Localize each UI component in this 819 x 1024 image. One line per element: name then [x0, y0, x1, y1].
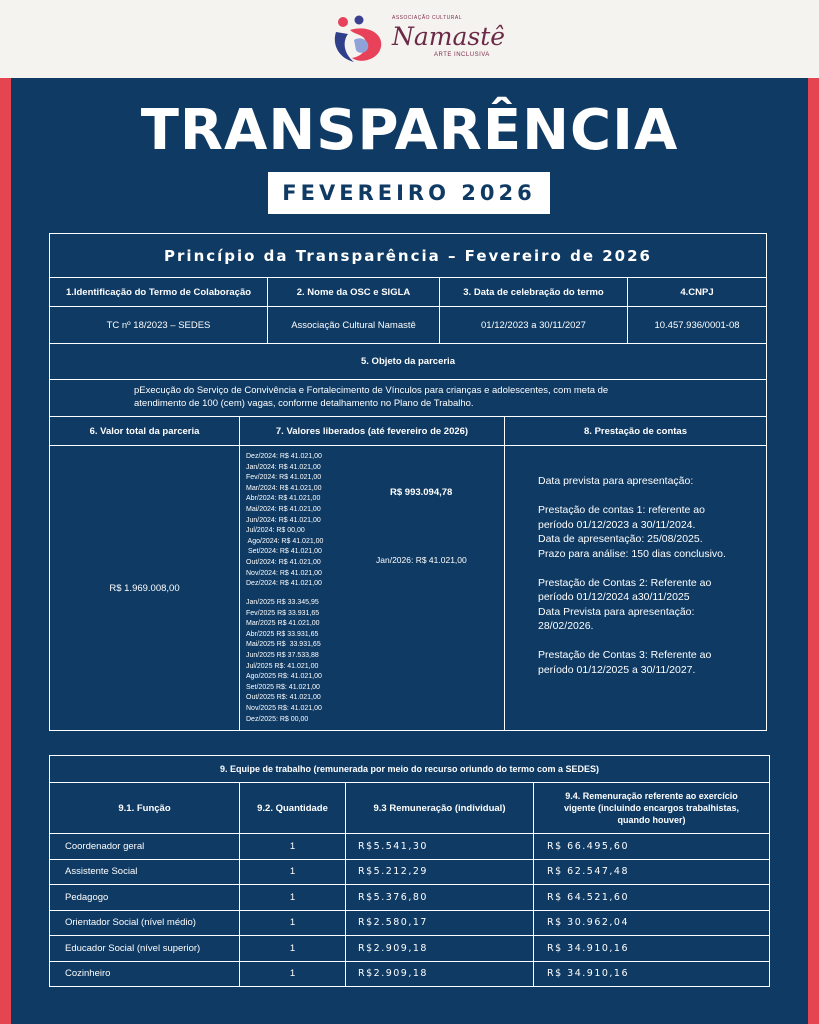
logo-subtitle: ARTE INCLUSIVA — [434, 52, 490, 58]
released-2024-entry: Nov/2024: R$ 41.021,00 — [246, 569, 322, 577]
released-2024-entry: Fev/2024: R$ 41.021,00 — [246, 474, 322, 482]
logo-superscript: ASSOCIAÇÃO CULTURAL — [392, 15, 462, 21]
accountability-line — [538, 561, 743, 576]
accountability-line: Data Prevista para apresentação: 28/02/2026. — [538, 605, 695, 632]
month-badge: FEVEREIRO 2026 — [268, 172, 550, 214]
team-pay-cell: R$5.376,80 — [345, 884, 534, 911]
accountability-line: Prestação de contas 1: referente ao período 01/12/2023 a 30/11/2024. — [538, 504, 705, 531]
accountability-line: Data de apresentação: 25/08/2025. — [538, 533, 703, 545]
total-value: R$ 1.969.008,00 — [109, 582, 180, 594]
released-header: 7. Valores liberados (até fevereiro de 2026) — [239, 416, 505, 446]
accountability-line: Prestação de Contas 3: Referente ao período 01/12/2025 a 30/11/2027. — [538, 649, 712, 676]
team-pay-cell: R$5.212,29 — [345, 859, 534, 886]
team-qty-cell: 1 — [239, 833, 346, 860]
released-2025-list — [246, 598, 366, 725]
released-2024-entry: Ago/2024: R$ 41.021,00 — [246, 537, 324, 545]
col3-header: 3. Data de celebração do termo — [439, 277, 628, 307]
team-annual-cell: R$ 62.547,48 — [533, 859, 770, 886]
term-id-value: TC nº 18/2023 – SEDES — [49, 306, 268, 344]
released-2024-entry: Mar/2024: R$ 41.021,00 — [246, 484, 322, 492]
namaste-logo[interactable] — [330, 12, 506, 70]
team-role-cell: Pedagogo — [49, 884, 240, 911]
team-annual-cell: R$ 30.962,04 — [533, 910, 770, 937]
released-2025-entry: Mar/2025 R$ 41.021,00 — [246, 620, 320, 628]
accountability-line: Data prevista para apresentação: — [538, 475, 694, 487]
team-qty-cell: 1 — [239, 859, 346, 886]
released-2025-entry: Jan/2025 R$ 33.345,95 — [246, 599, 319, 606]
left-accent-bar — [0, 78, 11, 1024]
team-role-cell: Coordenador geral — [49, 833, 240, 860]
team-col-qty-header: 9.2. Quantidade — [239, 782, 346, 834]
team-qty-cell: 1 — [239, 961, 346, 988]
released-2024-entry: Jan/2024: R$ 41.021,00 — [246, 463, 321, 471]
team-pay-cell: R$2.909,18 — [345, 935, 534, 962]
team-annual-cell: R$ 34.910,16 — [533, 935, 770, 962]
term-date-value: 01/12/2023 a 30/11/2027 — [439, 306, 628, 344]
released-2024-list — [246, 452, 366, 590]
team-pay-cell: R$5.541,30 — [345, 833, 534, 860]
released-2025-entry: Nov/2025 R$: 41.021,00 — [246, 704, 322, 712]
team-qty-cell: 1 — [239, 910, 346, 937]
team-annual-cell: R$ 64.521,60 — [533, 884, 770, 911]
total-value-header: 6. Valor total da parceria — [49, 416, 240, 446]
released-2024-entry: Jun/2024: R$ 41.021,00 — [246, 516, 321, 524]
released-2025-entry: Abr/2025 R$ 33.931,65 — [246, 630, 319, 638]
page-title: TRANSPARÊNCIA — [140, 98, 679, 163]
col2-header: 2. Nome da OSC e SIGLA — [267, 277, 440, 307]
released-2024-entry: Dez/2024: R$ 41.021,00 — [246, 453, 322, 460]
team-pay-cell: R$2.909,18 — [345, 961, 534, 988]
logo-name: Namastê — [392, 22, 506, 51]
team-role-cell: Orientador Social (nível médio) — [49, 910, 240, 937]
team-table-heading: 9. Equipe de trabalho (remunerada por meio do recurso oriundo do termo com a SEDES) — [49, 755, 770, 783]
released-2024-entry: Out/2024: R$ 41.021,00 — [246, 558, 321, 566]
team-annual-cell: R$ 34.910,16 — [533, 961, 770, 988]
released-jan2026: Jan/2026: R$ 41.021,00 — [376, 555, 467, 565]
right-accent-bar — [808, 78, 819, 1024]
released-2025-entry: Mai/2025 R$ 33.931,65 — [246, 641, 321, 649]
team-annual-cell: R$ 66.495,60 — [533, 833, 770, 860]
released-2025-entry: Jul/2025 R$: 41.021,00 — [246, 662, 319, 670]
accountability-text — [538, 474, 743, 677]
total-value-cell — [49, 445, 240, 731]
col4-header: 4.CNPJ — [627, 277, 767, 307]
released-2025-entry: Ago/2025 R$: 41.021,00 — [246, 673, 322, 681]
released-2025-entry: Fev/2025 R$ 33.931,65 — [246, 609, 320, 617]
team-role-cell: Assistente Social — [49, 859, 240, 886]
released-2024-entry: Jul/2024: R$ 00,00 — [246, 527, 305, 535]
team-col-role-header: 9.1. Função — [49, 782, 240, 834]
logo-figures-icon — [330, 14, 388, 66]
object-header: 5. Objeto da parceria — [49, 343, 767, 380]
released-2024-entry: Dez/2024: R$ 41.021,00 — [246, 580, 322, 588]
released-cell — [239, 445, 505, 731]
team-qty-cell: 1 — [239, 935, 346, 962]
cnpj-value: 10.457.936/0001-08 — [627, 306, 767, 344]
accountability-cell — [504, 445, 767, 731]
table1-heading-text: Princípio da Transparência – Fevereiro de 2026 — [164, 246, 652, 265]
team-role-cell: Educador Social (nível superior) — [49, 935, 240, 962]
team-col-annual-header: 9.4. Remenuração referente ao exercício vigente (incluindo encargos trabalhistas, quando houver) — [533, 782, 770, 834]
accountability-header: 8. Prestação de contas — [504, 416, 767, 446]
released-2024-entry: Mai/2024: R$ 41.021,00 — [246, 505, 321, 513]
released-2025-entry: Out/2025 R$: 41.021,00 — [246, 694, 321, 702]
released-2024-entry: Set/2024: R$ 41.021,00 — [246, 548, 322, 556]
released-2025-entry: Set/2025 R$: 41.021,00 — [246, 683, 320, 691]
team-qty-cell: 1 — [239, 884, 346, 911]
accountability-line — [538, 634, 743, 649]
object-text: pExecução do Serviço de Convivência e Fortalecimento de Vínculos para crianças e adolescentes, com meta de atendimento de 100 (cem) vagas, conforme detalhamento no Plano de Trabalho. — [134, 385, 609, 409]
team-role-cell: Cozinheiro — [49, 961, 240, 988]
released-2025-entry: Jun/2025 R$ 37.533,88 — [246, 651, 319, 659]
released-2024-entry: Abr/2024: R$ 41.021,00 — [246, 495, 321, 503]
released-total: R$ 993.094,78 — [390, 487, 453, 498]
team-col-pay-header: 9.3 Remuneração (individual) — [345, 782, 534, 834]
released-2025-entry: Dez/2025: R$ 00,00 — [246, 715, 309, 723]
team-pay-cell: R$2.580,17 — [345, 910, 534, 937]
table1-heading — [49, 233, 767, 278]
object-text-cell — [49, 379, 767, 417]
col1-header: 1.Identificação do Termo de Colaboração — [49, 277, 268, 307]
accountability-line: Prestação de Contas 2: Referente ao período 01/12/2024 a30/11/2025 — [538, 576, 712, 603]
osc-name-value: Associação Cultural Namastê — [267, 306, 440, 344]
header-band — [0, 0, 819, 78]
accountability-line: Prazo para análise: 150 dias conclusivo. — [538, 547, 726, 560]
accountability-line — [538, 489, 743, 504]
